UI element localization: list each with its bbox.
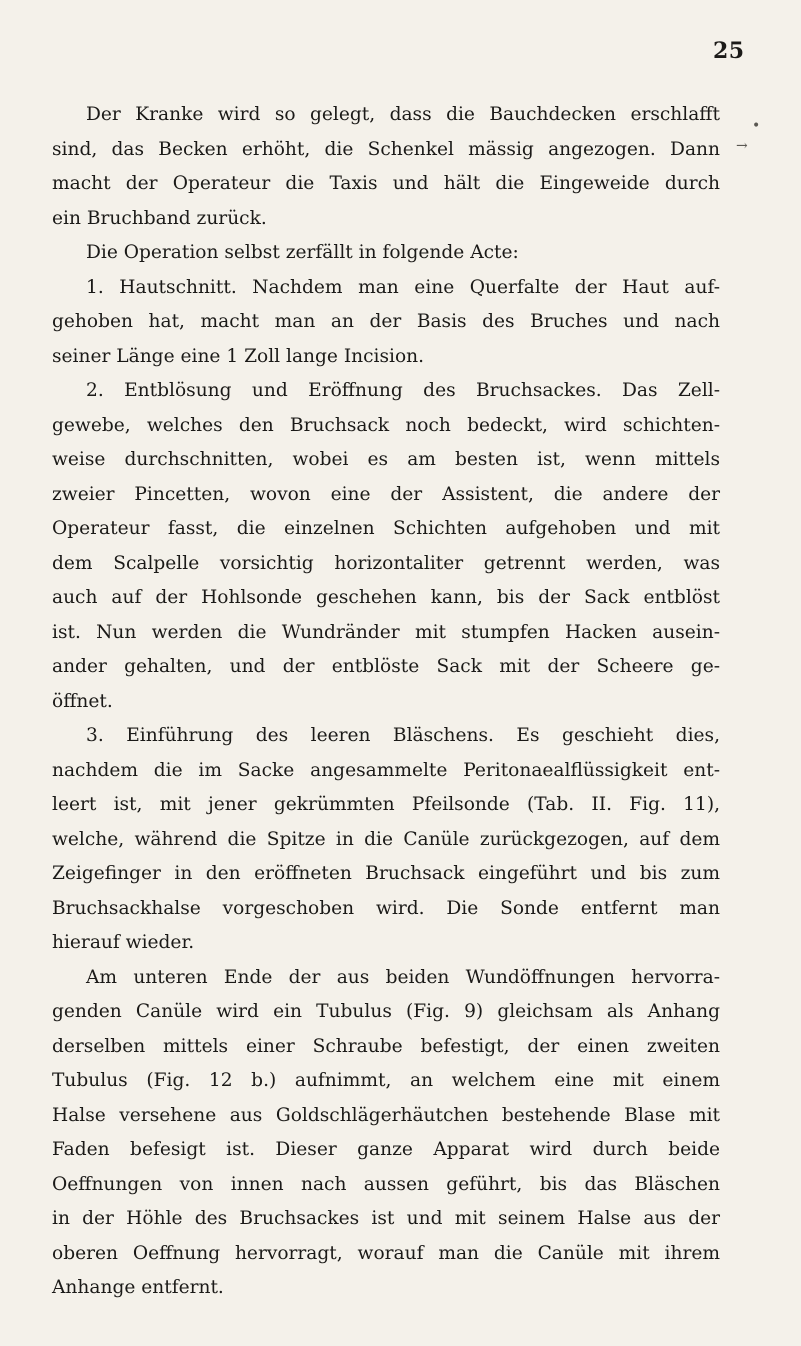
text-line: oberen Oeffnung hervorragt, worauf man die Canüle mit ihrem (52, 1242, 720, 1264)
text-line: genden Canüle wird ein Tubulus (Fig. 9) gleichsam als Anhang (52, 1001, 720, 1022)
text-line: 1. Hautschnitt. Nachdem man eine Querfalte der Haut auf- (86, 276, 720, 298)
text-line: ander gehalten, und der entblöste Sack mit der Scheere ge- (52, 656, 720, 677)
text-line: 2. Entblösung und Eröffnung des Bruchsackes. Das Zell- (86, 380, 720, 401)
text-line: in der Höhle des Bruchsackes ist und mit seinem Halse aus der (52, 1208, 720, 1229)
text-line: Halse versehene aus Goldschlägerhäutchen bestehende Blase mit (52, 1104, 720, 1126)
text-line: Der Kranke wird so gelegt, dass die Bauchdecken erschlafft (86, 104, 720, 125)
text-line: ist. Nun werden die Wundränder mit stumpfen Hacken ausein- (52, 621, 720, 643)
text-line: nachdem die im Sacke angesammelte Peritonaealflüssigkeit ent- (52, 759, 720, 781)
text-line: öffnet. (52, 690, 113, 712)
page-number: 25 (713, 38, 745, 64)
text-line: ein Bruchband zurück. (52, 207, 267, 229)
text-line: sind, das Becken erhöht, die Schenkel mässig angezogen. Dann (52, 138, 720, 160)
text-line: Die Operation selbst zerfällt in folgende Acte: (86, 242, 519, 263)
text-line: Anhange entfernt. (52, 1277, 224, 1298)
text-line: Operateur fasst, die einzelnen Schichten aufgehoben und mit (52, 518, 720, 539)
text-line: gewebe, welches den Bruchsack noch bedeckt, wird schichten- (52, 414, 720, 436)
body-text (52, 98, 720, 1306)
margin-arrow-mark: → (736, 138, 748, 154)
text-line: 3. Einführung des leeren Bläschens. Es geschieht dies, (86, 725, 720, 746)
text-line: weise durchschnitten, wobei es am besten ist, wenn mittels (52, 449, 720, 470)
text-line: leert ist, mit jener gekrümmten Pfeilsonde (Tab. II. Fig. 11), (52, 794, 720, 815)
text-line: Zeigefinger in den eröffneten Bruchsack eingeführt und bis zum (52, 863, 720, 884)
text-line: hierauf wieder. (52, 932, 195, 953)
text-line: Am unteren Ende der aus beiden Wundöffnungen hervorra- (86, 966, 720, 988)
text-line: Oeffnungen von innen nach aussen geführt, bis das Bläschen (52, 1173, 720, 1195)
text-line: zweier Pincetten, wovon eine der Assistent, die andere der (52, 483, 720, 505)
text-line: dem Scalpelle vorsichtig horizontaliter getrennt werden, was (52, 552, 720, 574)
text-line: Tubulus (Fig. 12 b.) aufnimmt, an welchem eine mit einem (52, 1070, 720, 1091)
text-line: macht der Operateur die Taxis und hält die Eingeweide durch (52, 173, 720, 194)
text-line: gehoben hat, macht man an der Basis des Bruches und nach (52, 311, 720, 332)
text-line: derselben mittels einer Schraube befestigt, der einen zweiten (52, 1035, 720, 1057)
margin-dot-mark: • (752, 118, 761, 134)
text-line: Bruchsackhalse vorgeschoben wird. Die Sonde entfernt man (52, 897, 720, 919)
text-line: seiner Länge eine 1 Zoll lange Incision. (52, 345, 425, 367)
text-line: auch auf der Hohlsonde geschehen kann, bis der Sack entblöst (52, 587, 720, 608)
text-line: Faden befesigt ist. Dieser ganze Apparat wird durch beide (52, 1139, 720, 1160)
text-line: welche, während die Spitze in die Canüle zurückgezogen, auf dem (52, 828, 720, 850)
